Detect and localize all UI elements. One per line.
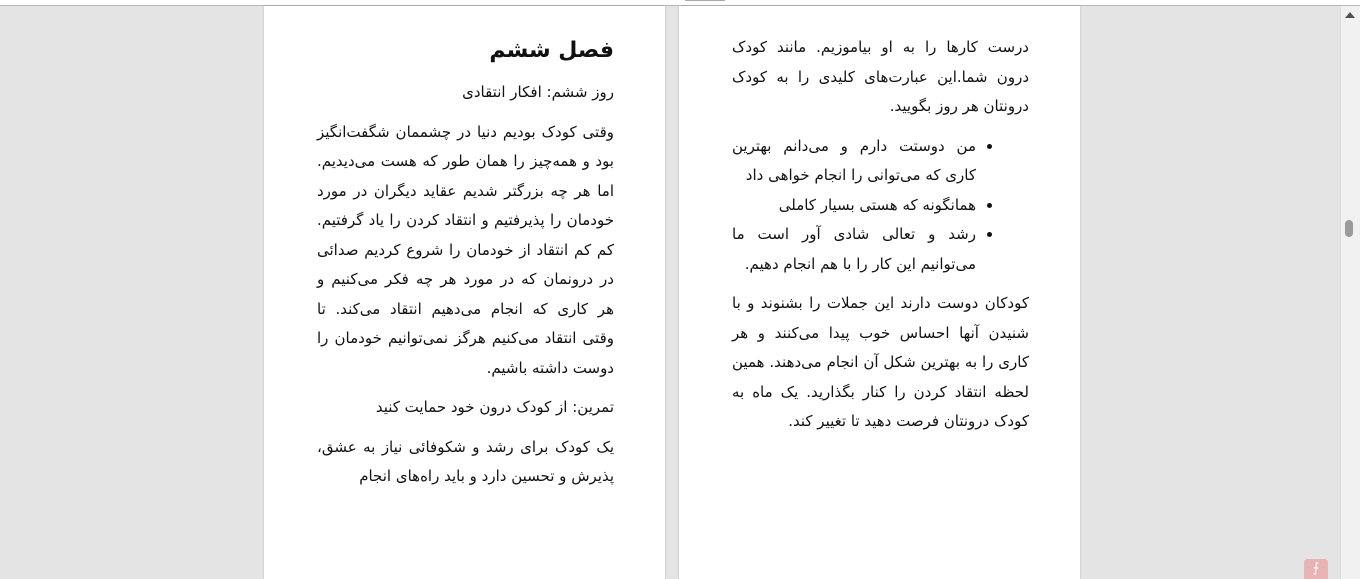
bullet-list	[732, 132, 1029, 280]
page-content	[317, 36, 614, 579]
vertical-scrollbar[interactable]	[1340, 6, 1360, 579]
toolbar-tab-indicator[interactable]	[685, 0, 725, 1]
exercise-heading: تمرین: از کودک درون خود حمایت کنید	[375, 398, 614, 416]
body-paragraph: کودکان دوست دارند این جملات را بشنوند و با شنیدن آنها احساس خوب پیدا می‌کنند و هر کاری را به بهترین شکل آن انجام می‌دهند. همین لحظه انتقاد کردن را کنار بگذارید. یک ماه به کودک درونتان فرصت دهید تا تغییر کند.	[732, 294, 1029, 430]
chapter-title: فصل ششم	[489, 38, 614, 63]
page-content	[732, 33, 1029, 579]
bullet-item: • رشد و تعالی شادی آور است ما می‌توانیم این کار را با هم انجام دهیم.	[732, 220, 976, 279]
body-paragraph: یک کودک برای رشد و شکوفائی نیاز به عشق، پذیرش و تحسین دارد و باید راه‌های انجام	[317, 437, 614, 485]
day-heading: روز ششم: افکار انتقادی	[462, 83, 614, 101]
document-page-right	[679, 6, 1080, 579]
bullet-item: • همانگونه که هستی بسیار کاملی	[732, 191, 976, 221]
bullet-item: • من دوستت دارم و می‌دانم بهترین کاری که می‌توانی را انجام خواهی داد	[732, 132, 976, 191]
scroll-up-arrow-icon[interactable]	[1345, 12, 1355, 18]
document-viewer	[3, 6, 1340, 579]
document-page-left	[264, 6, 665, 579]
body-paragraph: وقتی کودک بودیم دنیا در چشممان شگفت‌انگیز بود و همه‌چیز را همان طور که هست می‌دیدیم. اما هر چه بزرگتر شدیم عقاید دیگران در مورد خودمان را پذیرفتیم و انتقاد کردن را یاد گرفتیم. کم کم انتقاد از خودمان را شروع کردیم صدائی در درونمان که در مورد هر چه فکر می‌کنیم و هر کاری که انجام می‌دهیم انتقاد می‌کند. تا وقتی انتقاد می‌کنیم هرگز نمی‌توانیم خودمان را دوست داشته باشیم.	[317, 122, 614, 377]
pdf-icon[interactable]: ⨍	[1304, 559, 1328, 579]
scrollbar-thumb[interactable]	[1345, 220, 1353, 237]
body-paragraph: درست کارها را به او بیاموزیم. مانند کودک درون شما.این عبارت‌های کلیدی را به کودک درونتان هر روز بگویید.	[732, 38, 1029, 115]
